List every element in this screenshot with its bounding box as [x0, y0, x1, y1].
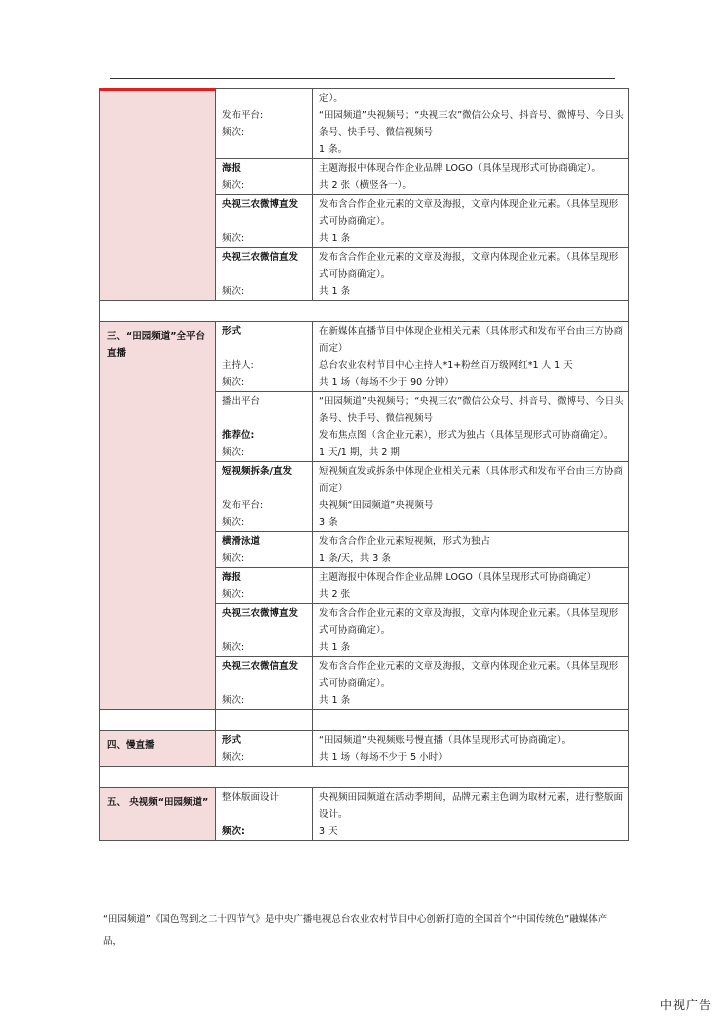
row-value: “田园频道”央视频号；“央视三农”微信公众号、抖音号、微博号、今日头条号、快手号、微信视频号 [319, 110, 624, 138]
row-label [216, 480, 312, 497]
row-value: 共 2 张 [319, 589, 351, 600]
row-label: 频次: [222, 180, 245, 191]
row-label: 发布平台: [222, 110, 264, 121]
row-label: 频次: [222, 127, 245, 138]
accent-bar [99, 88, 215, 91]
row-label: 频次: [222, 233, 245, 244]
row-value: 总台农业农村节目中心主持人*1+粉丝百万级网红*1 人 1 天 [319, 360, 573, 371]
row-label: 推荐位: [222, 430, 255, 441]
section-title: 三、“田园频道”全平台直播 [100, 322, 216, 710]
row-value: 央视频“田园频道”央视频号 [319, 500, 434, 511]
row-label: 频次: [222, 377, 245, 388]
row-label [216, 806, 312, 823]
table-row [100, 89, 629, 159]
row-label: 海报 [222, 572, 242, 583]
row-label [216, 340, 312, 357]
row-value: 共 1 条 [319, 233, 351, 244]
row-label: 播出平台 [222, 396, 261, 407]
row-value: 发布含合作企业元素的文章及海报，文章内体现企业元素。（具体呈现形式可协商确定）。 [319, 199, 619, 227]
spec-table [99, 88, 629, 841]
row-label: 整体版面设计 [222, 792, 280, 803]
row-value: 发布焦点图（含企业元素），形式为独占（具体呈现形式可协商确定）。 [319, 430, 614, 441]
row-value: 发布含合作企业元素短视频，形式为独占 [319, 536, 491, 547]
row-value: “田园频道”央视频账号慢直播（具体呈现形式可协商确定）。 [319, 735, 572, 746]
row-value: 短视频直发或拆条中体现企业相关元素（具体形式和发布平台由三方协商而定） [319, 466, 624, 494]
row-value: 主题海报中体现合作企业品牌 LOGO（具体呈现形式可协商确定） [319, 572, 597, 583]
row-label: 频次: [222, 589, 245, 600]
row-label: 频次: [222, 752, 245, 763]
row-label: 横滑泳道 [222, 536, 261, 547]
row-value: 3 条 [319, 517, 338, 528]
row-value: 在新媒体直播节目中体现企业相关元素（具体形式和发布平台由三方协商而定） [319, 326, 624, 354]
row-value: 主题海报中体现合作企业品牌 LOGO（具体呈现形式可协商确定）。 [319, 163, 602, 174]
row-value: 央视频田园频道在活动季期间，品牌元素主色调为取材元素，进行整版面设计。 [319, 792, 624, 820]
row-value: 发布含合作企业元素的文章及海报，文章内体现企业元素。（具体呈现形式可协商确定）。 [319, 252, 619, 280]
section-title: 五、 央视频“田园频道” [100, 788, 216, 841]
row-value: 3 天 [319, 826, 338, 837]
row-label: 频次: [222, 517, 245, 528]
row-value: 1 天/1 期，共 2 期 [319, 447, 400, 458]
row-value: 1 条。 [319, 144, 348, 155]
table-row [100, 322, 629, 392]
row-label: 央视三农微信直发 [222, 661, 299, 672]
row-label: 频次: [222, 447, 245, 458]
spacer-row [100, 710, 629, 731]
section-title: 四、慢直播 [100, 731, 216, 767]
row-value: 发布含合作企业元素的文章及海报，文章内体现企业元素。（具体呈现形式可协商确定）。 [319, 661, 619, 689]
row-label [216, 622, 312, 639]
row-label [216, 266, 312, 283]
row-label: 频次: [222, 695, 245, 706]
row-label: 央视三农微信直发 [222, 252, 299, 263]
spacer-row [100, 767, 629, 788]
row-value: 发布含合作企业元素的文章及海报，文章内体现企业元素。（具体呈现形式可协商确定）。 [319, 608, 619, 636]
row-label: 频次: [222, 826, 245, 837]
row-label: 频次: [222, 286, 245, 297]
row-label [216, 213, 312, 230]
row-label: 主持人: [222, 360, 254, 371]
footer-paragraph: “田园频道”《国色驾到之二十四节气》是中央广播电视总台农业农村节目中心创新打造的全国首个“中国传统色”融媒体产品， [103, 914, 608, 947]
spacer-row [100, 301, 629, 322]
row-value: 共 1 条 [319, 286, 351, 297]
row-label: 海报 [222, 163, 242, 174]
table-row [100, 731, 629, 767]
row-value: 共 2 张（横竖各一）。 [319, 180, 412, 191]
row-value: 1 条/天，共 3 条 [319, 553, 391, 564]
row-label: 频次: [222, 642, 245, 653]
row-label [216, 410, 312, 427]
row-value: 共 1 条 [319, 642, 351, 653]
row-value: 共 1 条 [319, 695, 351, 706]
row-value: “田园频道”央视频号；“央视三农”微信公众号、抖音号、微博号、今日头条号、快手号、微信视频号 [319, 396, 624, 424]
brand-label: 中视广告 [659, 998, 712, 1012]
row-value: 定）。 [319, 93, 343, 104]
header-rule [110, 78, 615, 79]
section-cell-continued [100, 89, 216, 301]
row-label: 发布平台: [222, 500, 264, 511]
row-label: 形式 [222, 326, 242, 337]
row-label: 频次: [222, 553, 245, 564]
row-label: 短视频拆条/直发 [222, 466, 292, 477]
row-label: 形式 [222, 735, 242, 746]
row-value: 共 1 场（每场不少于 90 分钟） [319, 377, 454, 388]
row-value: 共 1 场（每场不少于 5 小时） [319, 752, 448, 763]
row-label: 央视三农微博直发 [222, 608, 299, 619]
row-label [216, 90, 312, 107]
row-label: 央视三农微博直发 [222, 199, 299, 210]
row-label [216, 675, 312, 692]
table-row [100, 788, 629, 841]
